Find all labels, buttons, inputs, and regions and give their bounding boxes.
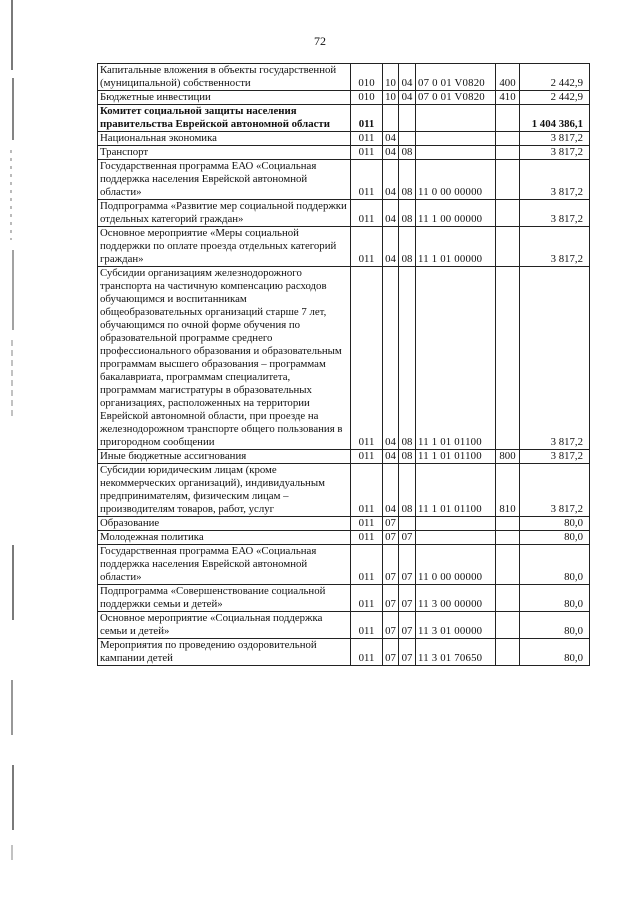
- section-code: 10: [383, 91, 399, 105]
- expense-type-code: [496, 200, 520, 227]
- amount: 2 442,9: [520, 91, 590, 105]
- amount: 3 817,2: [520, 146, 590, 160]
- row-name: Основное мероприятие «Меры социальной поддержки по оплате проезда отдельных категорий граждан»: [98, 227, 351, 267]
- row-name: Субсидии юридическим лицам (кроме некоммерческих организаций), индивидуальным предпринимателям, физическим лицам – производителям товаров, работ, услуг: [98, 464, 351, 517]
- expense-type-code: 410: [496, 91, 520, 105]
- table-row: [98, 267, 590, 450]
- ministry-code: 011: [351, 517, 383, 531]
- amount: 2 442,9: [520, 64, 590, 91]
- amount: 3 817,2: [520, 160, 590, 200]
- page-number: 72: [314, 34, 326, 48]
- amount: 3 817,2: [520, 464, 590, 517]
- table-row: [98, 585, 590, 612]
- subsection-code: 08: [399, 464, 416, 517]
- amount: 80,0: [520, 612, 590, 639]
- section-code: [383, 105, 399, 132]
- expense-type-code: [496, 545, 520, 585]
- table-row: [98, 531, 590, 545]
- section-code: 07: [383, 545, 399, 585]
- expense-type-code: [496, 639, 520, 666]
- table-row: [98, 105, 590, 132]
- target-article-code: 11 3 01 00000: [416, 612, 496, 639]
- table-row: [98, 464, 590, 517]
- table-row: [98, 160, 590, 200]
- target-article-code: 11 1 01 00000: [416, 227, 496, 267]
- target-article-code: [416, 132, 496, 146]
- target-article-code: [416, 531, 496, 545]
- target-article-code: [416, 146, 496, 160]
- row-name: Государственная программа ЕАО «Социальная поддержка населения Еврейской автономной области»: [98, 545, 351, 585]
- target-article-code: 11 3 00 00000: [416, 585, 496, 612]
- row-name: Капитальные вложения в объекты государственной (муниципальной) собственности: [98, 64, 351, 91]
- expense-type-code: 400: [496, 64, 520, 91]
- subsection-code: 08: [399, 450, 416, 464]
- ministry-code: 011: [351, 132, 383, 146]
- target-article-code: [416, 105, 496, 132]
- section-code: 04: [383, 132, 399, 146]
- subsection-code: 07: [399, 531, 416, 545]
- section-code: 07: [383, 639, 399, 666]
- expense-type-code: 810: [496, 464, 520, 517]
- subsection-code: 07: [399, 545, 416, 585]
- section-code: 10: [383, 64, 399, 91]
- expense-type-code: [496, 517, 520, 531]
- amount: 3 817,2: [520, 450, 590, 464]
- table-row: [98, 639, 590, 666]
- section-code: 04: [383, 464, 399, 517]
- expense-type-code: [496, 612, 520, 639]
- section-code: 07: [383, 531, 399, 545]
- amount: 3 817,2: [520, 227, 590, 267]
- subsection-code: 08: [399, 227, 416, 267]
- ministry-code: 011: [351, 200, 383, 227]
- row-name: Субсидии организациям железнодорожного транспорта на частичную компенсацию расходов обучающимся и воспитанникам общеобразовательных организаций старше 7 лет, обучающимся по очной форме обучения по образовательной программе среднего профессионального образования и образовательным программам высшего образования – программам бакалавриата, программам специалитета, программам магистратуры в образовательных организациях, расположенных на территории Еврейской автономной области, при проезде на железнодорожном транспорте общего пользования в пригородном сообщении: [98, 267, 351, 450]
- target-article-code: 11 0 00 00000: [416, 160, 496, 200]
- target-article-code: 11 1 01 01100: [416, 267, 496, 450]
- subsection-code: 07: [399, 585, 416, 612]
- amount: 80,0: [520, 531, 590, 545]
- table-row: [98, 91, 590, 105]
- budget-table: [97, 63, 590, 666]
- ministry-code: 011: [351, 160, 383, 200]
- subsection-code: 08: [399, 200, 416, 227]
- table-row: [98, 227, 590, 267]
- ministry-code: 011: [351, 545, 383, 585]
- ministry-code: 011: [351, 531, 383, 545]
- section-code: 04: [383, 200, 399, 227]
- ministry-code: 011: [351, 585, 383, 612]
- row-name: Бюджетные инвестиции: [98, 91, 351, 105]
- amount: 80,0: [520, 545, 590, 585]
- ministry-code: 011: [351, 146, 383, 160]
- ministry-code: 011: [351, 612, 383, 639]
- row-name: Подпрограмма «Развитие мер социальной поддержки отдельных категорий граждан»: [98, 200, 351, 227]
- table-row: [98, 132, 590, 146]
- subsection-code: 08: [399, 160, 416, 200]
- subsection-code: 07: [399, 612, 416, 639]
- expense-type-code: [496, 531, 520, 545]
- expense-type-code: [496, 267, 520, 450]
- expense-type-code: [496, 227, 520, 267]
- subsection-code: 08: [399, 267, 416, 450]
- section-code: 07: [383, 517, 399, 531]
- table-row: [98, 64, 590, 91]
- ministry-code: 010: [351, 64, 383, 91]
- target-article-code: 11 0 00 00000: [416, 545, 496, 585]
- section-code: 04: [383, 160, 399, 200]
- ministry-code: 011: [351, 105, 383, 132]
- row-name: Транспорт: [98, 146, 351, 160]
- row-name: Подпрограмма «Совершенствование социальной поддержки семьи и детей»: [98, 585, 351, 612]
- table-row: [98, 146, 590, 160]
- row-name: Образование: [98, 517, 351, 531]
- subsection-code: [399, 517, 416, 531]
- table-row: [98, 517, 590, 531]
- subsection-code: 08: [399, 146, 416, 160]
- table-row: [98, 612, 590, 639]
- amount: 1 404 386,1: [520, 105, 590, 132]
- row-name: Государственная программа ЕАО «Социальная поддержка населения Еврейской автономной области»: [98, 160, 351, 200]
- ministry-code: 011: [351, 227, 383, 267]
- ministry-code: 010: [351, 91, 383, 105]
- section-code: 07: [383, 612, 399, 639]
- amount: 3 817,2: [520, 200, 590, 227]
- expense-type-code: [496, 105, 520, 132]
- amount: 80,0: [520, 517, 590, 531]
- subsection-code: 04: [399, 64, 416, 91]
- row-name: Иные бюджетные ассигнования: [98, 450, 351, 464]
- row-name: Молодежная политика: [98, 531, 351, 545]
- section-code: 04: [383, 227, 399, 267]
- target-article-code: 07 0 01 V0820: [416, 91, 496, 105]
- ministry-code: 011: [351, 450, 383, 464]
- expense-type-code: [496, 132, 520, 146]
- expense-type-code: 800: [496, 450, 520, 464]
- subsection-code: [399, 105, 416, 132]
- ministry-code: 011: [351, 639, 383, 666]
- subsection-code: [399, 132, 416, 146]
- table-row: [98, 200, 590, 227]
- budget-table-body: [98, 64, 590, 666]
- scan-margin-marks: [4, 0, 18, 905]
- table-row: [98, 450, 590, 464]
- amount: 3 817,2: [520, 132, 590, 146]
- ministry-code: 011: [351, 267, 383, 450]
- target-article-code: 11 1 01 01100: [416, 450, 496, 464]
- amount: 80,0: [520, 639, 590, 666]
- section-code: 04: [383, 450, 399, 464]
- row-name: Национальная экономика: [98, 132, 351, 146]
- amount: 80,0: [520, 585, 590, 612]
- section-code: 04: [383, 146, 399, 160]
- target-article-code: [416, 517, 496, 531]
- subsection-code: 04: [399, 91, 416, 105]
- subsection-code: 07: [399, 639, 416, 666]
- expense-type-code: [496, 146, 520, 160]
- expense-type-code: [496, 160, 520, 200]
- expense-type-code: [496, 585, 520, 612]
- target-article-code: 11 3 01 70650: [416, 639, 496, 666]
- row-name: Основное мероприятие «Социальная поддержка семьи и детей»: [98, 612, 351, 639]
- target-article-code: 07 0 01 V0820: [416, 64, 496, 91]
- section-code: 07: [383, 585, 399, 612]
- amount: 3 817,2: [520, 267, 590, 450]
- section-code: 04: [383, 267, 399, 450]
- target-article-code: 11 1 00 00000: [416, 200, 496, 227]
- table-row: [98, 545, 590, 585]
- row-name: Мероприятия по проведению оздоровительной кампании детей: [98, 639, 351, 666]
- target-article-code: 11 1 01 01100: [416, 464, 496, 517]
- ministry-code: 011: [351, 464, 383, 517]
- row-name: Комитет социальной защиты населения правительства Еврейской автономной области: [98, 105, 351, 132]
